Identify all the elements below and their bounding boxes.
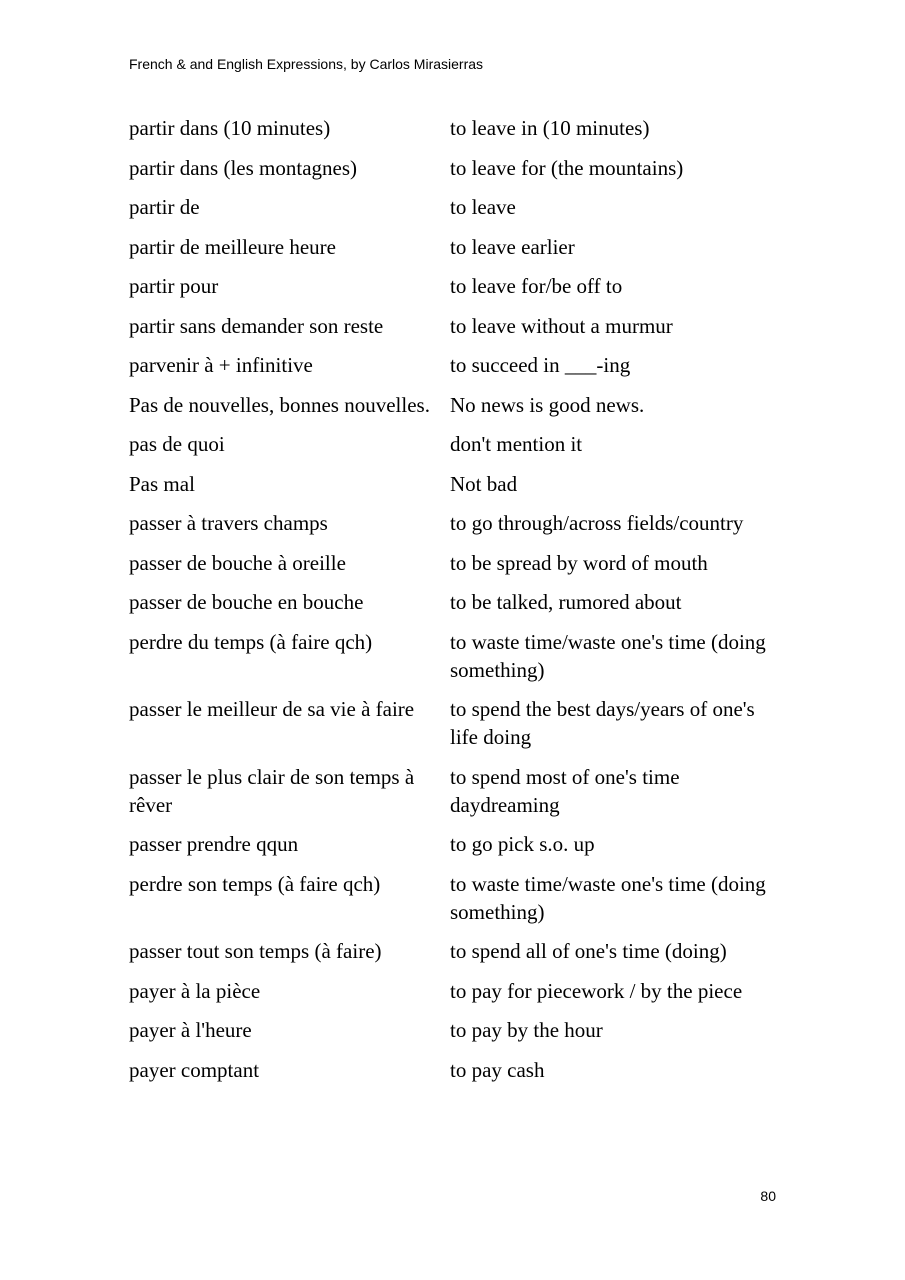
- expression-row: [129, 1056, 789, 1096]
- english-translation: to leave for (the mountains): [450, 155, 684, 180]
- french-expression: passer le plus clair de son temps à rêver: [129, 764, 415, 817]
- french-expression: parvenir à + infinitive: [129, 353, 313, 377]
- english-translation: to pay cash: [450, 1057, 545, 1082]
- french-expression: payer à la pièce: [129, 978, 261, 1003]
- english-translation: to leave without a murmur: [450, 313, 673, 338]
- expression-row: [129, 154, 789, 194]
- english-translation: to be talked, rumored about: [450, 590, 682, 614]
- english-translation: to spend the best days/years of one's life doing: [450, 697, 755, 749]
- expression-row: [129, 830, 789, 870]
- expression-row: [129, 1016, 789, 1056]
- english-translation: to go through/across fields/country: [450, 511, 744, 535]
- expression-row: [129, 351, 789, 391]
- english-translation: to succeed in ___-ing: [450, 353, 631, 377]
- expression-row: [129, 977, 789, 1017]
- expression-row: [129, 233, 789, 273]
- english-translation: to leave in (10 minutes): [450, 116, 650, 140]
- expression-row: [129, 549, 789, 589]
- french-expression: passer prendre qqun: [129, 832, 299, 856]
- expression-row: [129, 937, 789, 977]
- expression-row: [129, 763, 789, 831]
- expression-row: [129, 628, 789, 696]
- english-translation: don't mention it: [450, 432, 583, 456]
- english-translation: to leave for/be off to: [450, 274, 623, 298]
- french-expression: Pas de nouvelles, bonnes nouvelles.: [129, 392, 430, 417]
- french-expression: partir dans (10 minutes): [129, 116, 331, 140]
- english-translation: to pay by the hour: [450, 1018, 603, 1042]
- page-number: 80: [760, 1188, 776, 1204]
- expression-row: [129, 272, 789, 312]
- expression-list: [129, 114, 789, 1095]
- english-translation: No news is good news.: [450, 392, 645, 417]
- english-translation: to spend all of one's time (doing): [450, 939, 727, 963]
- english-translation: to waste time/waste one's time (doing something): [450, 871, 766, 924]
- english-translation: to spend most of one's time daydreaming: [450, 764, 680, 817]
- expression-row: [129, 193, 789, 233]
- french-expression: payer comptant: [129, 1057, 260, 1082]
- english-translation: Not bad: [450, 471, 518, 496]
- english-translation: to go pick s.o. up: [450, 832, 595, 856]
- french-expression: partir de: [129, 195, 200, 219]
- french-expression: passer de bouche en bouche: [129, 590, 364, 614]
- expression-row: [129, 470, 789, 510]
- french-expression: Pas mal: [129, 471, 195, 496]
- expression-row: [129, 588, 789, 628]
- french-expression: partir de meilleure heure: [129, 234, 336, 259]
- expression-row: [129, 430, 789, 470]
- english-translation: to pay for piecework / by the piece: [450, 978, 743, 1003]
- french-expression: pas de quoi: [129, 432, 225, 456]
- french-expression: partir dans (les montagnes): [129, 155, 358, 180]
- french-expression: partir sans demander son reste: [129, 313, 384, 338]
- expression-row: [129, 870, 789, 938]
- expression-row: [129, 695, 789, 763]
- french-expression: passer à travers champs: [129, 511, 328, 535]
- expression-row: [129, 509, 789, 549]
- expression-row: [129, 391, 789, 431]
- french-expression: passer tout son temps (à faire): [129, 939, 382, 963]
- french-expression: partir pour: [129, 274, 219, 298]
- english-translation: to be spread by word of mouth: [450, 550, 708, 575]
- expression-row: [129, 114, 789, 154]
- french-expression: payer à l'heure: [129, 1018, 252, 1042]
- french-expression: passer de bouche à oreille: [129, 550, 346, 575]
- expression-row: [129, 312, 789, 352]
- french-expression: passer le meilleur de sa vie à faire: [129, 697, 415, 721]
- french-expression: perdre son temps (à faire qch): [129, 871, 381, 896]
- running-header: French & and English Expressions, by Carlos Mirasierras: [129, 56, 484, 72]
- english-translation: to waste time/waste one's time (doing something): [450, 629, 766, 682]
- english-translation: to leave: [450, 195, 516, 219]
- english-translation: to leave earlier: [450, 234, 575, 259]
- french-expression: perdre du temps (à faire qch): [129, 629, 373, 654]
